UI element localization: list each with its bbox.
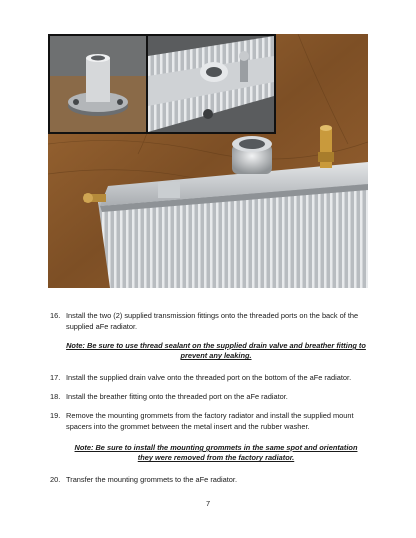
step-number: 20. [50, 475, 61, 484]
step-text: Install the breather fitting onto the threaded port on the aFe radiator. [66, 392, 288, 401]
step-20 [50, 475, 368, 486]
step-text: Transfer the mounting grommets to the aFe radiator. [66, 475, 238, 484]
step-number: 16. [50, 311, 61, 320]
step-number: 17. [50, 373, 61, 382]
note-thread-sealant: Note: Be sure to use thread sealant on the supplied drain valve and breather fitting to prevent any leaking. [66, 341, 366, 361]
note-grommet-orientation: Note: Be sure to install the mounting grommets in the same spot and orientation they were removed from the factory radiator. [74, 443, 358, 463]
page-number: 7 [205, 499, 211, 508]
tank-inset-photo [146, 34, 276, 134]
step-text: Remove the mounting grommets from the factory radiator and install the supplied mount spacers into the grommet between the metal insert and the rubber washer. [66, 411, 354, 431]
step-text: Install the supplied drain valve onto the threaded port on the bottom of the aFe radiator. [66, 373, 352, 382]
step-17 [50, 373, 368, 384]
step-16 [50, 311, 368, 332]
step-number: 19. [50, 411, 61, 420]
step-18 [50, 392, 368, 403]
step-19 [50, 411, 368, 432]
step-text: Install the two (2) supplied transmission fittings onto the threaded ports on the back of the supplied aFe radiator. [66, 311, 359, 331]
fitting-inset-photo [48, 34, 148, 134]
step-number: 18. [50, 392, 61, 401]
